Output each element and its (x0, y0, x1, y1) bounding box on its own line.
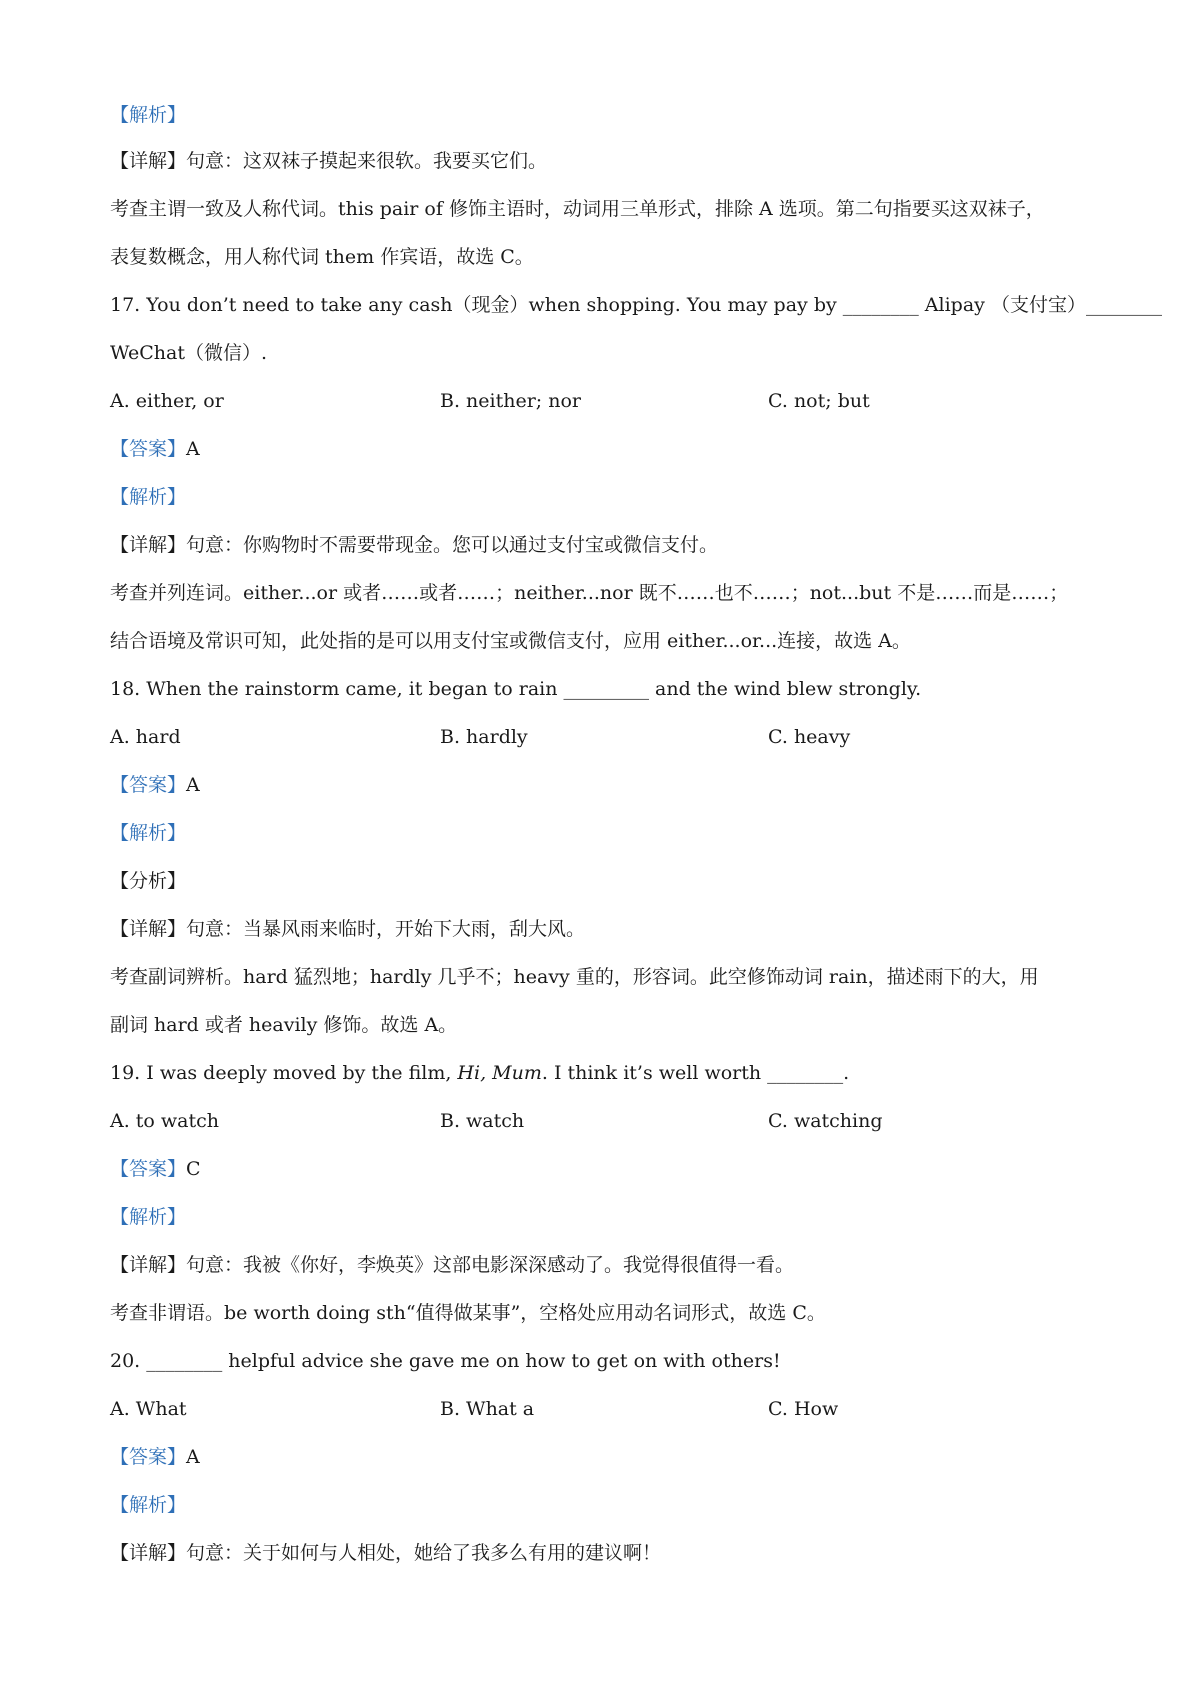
question-stem: 17. You don’t need to take any cash（现金）when shopping. You may pay by ________ Alipay （支付宝）________ (110, 294, 1162, 316)
options-row (0, 1108, 1200, 1134)
answer-value: C (186, 1158, 201, 1180)
jiexi-label: 【解析】 (110, 1206, 187, 1228)
option-a: A. either, or (110, 390, 224, 412)
options-row (0, 1396, 1200, 1422)
analysis-text: 表复数概念，用人称代词 them 作宾语，故选 C。 (110, 246, 534, 268)
option-b: B. hardly (440, 726, 528, 748)
option-a: A. to watch (110, 1110, 220, 1132)
stem-part: . I think it’s well worth ________. (541, 1062, 850, 1084)
detail-text: 句意：这双袜子摸起来很软。我要买它们。 (186, 150, 548, 172)
question-stem: 18. When the rainstorm came, it began to rain _________ and the wind blew strongly. (110, 678, 922, 700)
answer-value: A (186, 1446, 200, 1468)
detail-text: 句意：关于如何与人相处，她给了我多么有用的建议啊！ (186, 1542, 662, 1564)
jiexi-label: 【解析】 (110, 822, 187, 844)
fenxi-label: 【分析】 (110, 870, 187, 892)
analysis-text: 结合语境及常识可知，此处指的是可以用支付宝或微信支付，应用 either...or...连接，故选 A。 (110, 630, 911, 652)
detail-text: 句意：我被《你好，李焕英》这部电影深深感动了。我觉得很值得一看。 (186, 1254, 795, 1276)
analysis-text: 考查主谓一致及人称代词。this pair of 修饰主语时，动词用三单形式，排除 A 选项。第二句指要买这双袜子， (110, 198, 1045, 220)
answer-label: 【答案】 (110, 438, 187, 460)
option-b: B. neither; nor (440, 390, 581, 412)
options-row (0, 388, 1200, 414)
detail-label: 【详解】 (110, 534, 187, 556)
fenxi-line (110, 868, 1100, 894)
option-a: A. hard (110, 726, 181, 748)
detail-line (110, 1252, 1100, 1278)
options-row (0, 724, 1200, 750)
analysis-heading (110, 102, 1100, 128)
detail-line (110, 148, 1100, 174)
option-c: C. not; but (768, 390, 870, 412)
detail-text: 句意：当暴风雨来临时，开始下大雨，刮大风。 (186, 918, 586, 940)
analysis-text: 考查副词辨析。hard 猛烈地；hardly 几乎不；heavy 重的，形容词。此空修饰动词 rain，描述雨下的大，用 (110, 966, 1039, 988)
detail-text: 句意：你购物时不需要带现金。您可以通过支付宝或微信支付。 (186, 534, 719, 556)
analysis-heading (110, 484, 1100, 510)
answer-line (110, 772, 1100, 798)
option-a: A. What (110, 1398, 187, 1420)
answer-line (110, 1156, 1100, 1182)
analysis-heading (110, 1492, 1100, 1518)
analysis-text: 副词 hard 或者 heavily 修饰。故选 A。 (110, 1014, 458, 1036)
detail-label: 【详解】 (110, 1254, 187, 1276)
analysis-heading (110, 820, 1100, 846)
jiexi-label: 【解析】 (110, 1494, 187, 1516)
answer-line (110, 436, 1100, 462)
film-title: Hi, Mum (457, 1062, 542, 1084)
answer-line (110, 1444, 1100, 1470)
answer-value: A (186, 438, 200, 460)
answer-label: 【答案】 (110, 774, 187, 796)
question-stem: 20. ________ helpful advice she gave me on how to get on with others! (110, 1350, 781, 1372)
detail-line (110, 916, 1100, 942)
option-b: B. What a (440, 1398, 535, 1420)
option-b: B. watch (440, 1110, 525, 1132)
detail-label: 【详解】 (110, 150, 187, 172)
question-stem: WeChat（微信）. (110, 342, 268, 364)
answer-label: 【答案】 (110, 1158, 187, 1180)
option-c: C. watching (768, 1110, 883, 1132)
analysis-text: 考查并列连词。either...or 或者……或者……；neither...nor 既不……也不……；not...but 不是……而是……； (110, 582, 1069, 604)
question-stem (110, 1060, 1100, 1086)
detail-label: 【详解】 (110, 1542, 187, 1564)
detail-line (110, 1540, 1100, 1566)
answer-label: 【答案】 (110, 1446, 187, 1468)
stem-part: 19. I was deeply moved by the film, (110, 1062, 458, 1084)
detail-line (110, 532, 1100, 558)
jiexi-label: 【解析】 (110, 104, 187, 126)
option-c: C. heavy (768, 726, 851, 748)
analysis-text: 考查非谓语。be worth doing sth“值得做某事”，空格处应用动名词形式，故选 C。 (110, 1302, 826, 1324)
detail-label: 【详解】 (110, 918, 187, 940)
jiexi-label: 【解析】 (110, 486, 187, 508)
option-c: C. How (768, 1398, 839, 1420)
answer-value: A (186, 774, 200, 796)
analysis-heading (110, 1204, 1100, 1230)
